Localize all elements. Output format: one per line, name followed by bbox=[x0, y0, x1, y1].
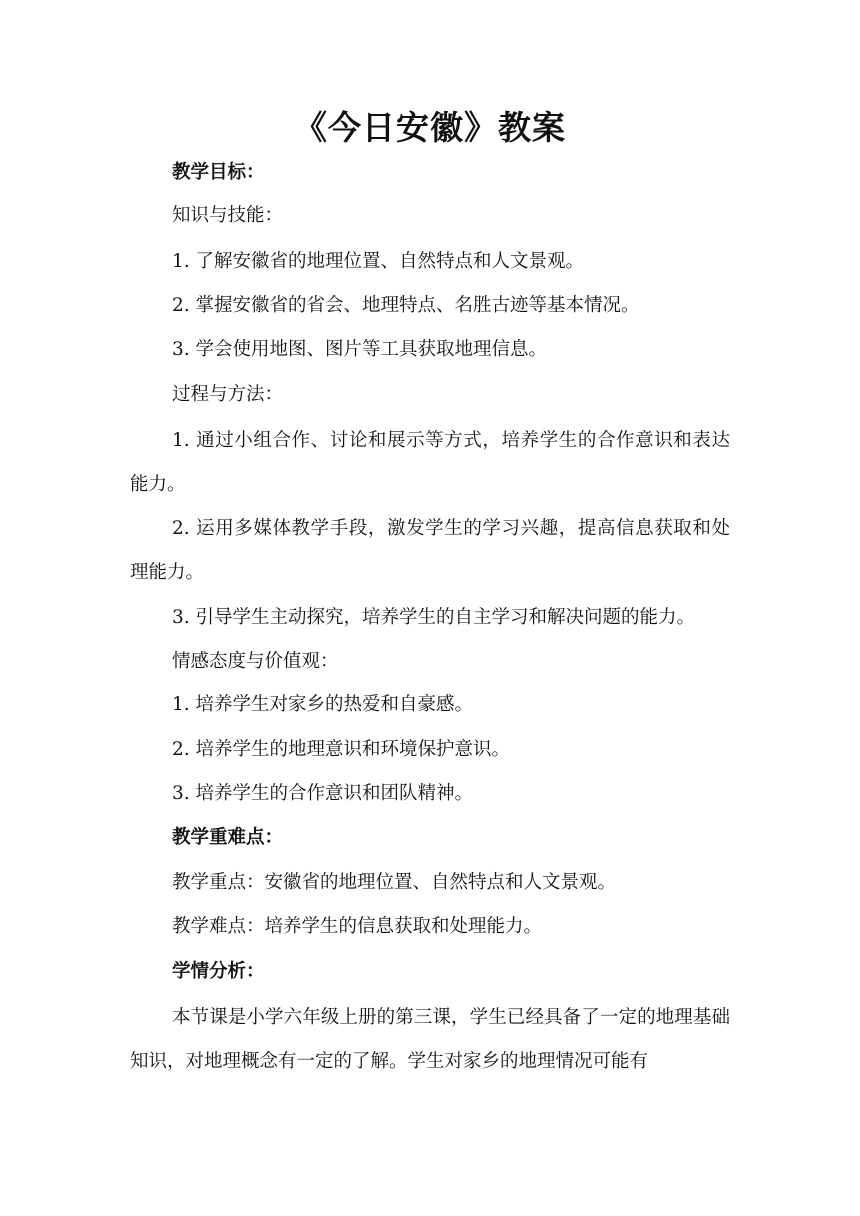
emotion-item: 2. 培养学生的地理意识和环境保护意识。 bbox=[172, 739, 511, 760]
process-heading: 过程与方法： bbox=[172, 384, 284, 405]
analysis-heading: 学情分析： bbox=[172, 961, 265, 982]
process-item: 1. 通过小组合作、讨论和展示等方式，培养学生的合作意识和表达能力。 bbox=[130, 430, 730, 495]
keypoint-focus: 教学重点：安徽省的地理位置、自然特点和人文景观。 bbox=[172, 872, 617, 893]
emotion-item: 3. 培养学生的合作意识和团队精神。 bbox=[172, 783, 474, 804]
document-title: 《今日安徽》教案 bbox=[294, 108, 566, 147]
analysis-text: 本节课是小学六年级上册的第三课，学生已经具备了一定的地理基础知识，对地理概念有一定的了解。学生对家乡的地理情况可能有 bbox=[130, 1007, 730, 1072]
objectives-heading: 教学目标： bbox=[172, 162, 265, 183]
emotion-heading: 情感态度与价值观： bbox=[172, 651, 339, 672]
process-item: 2. 运用多媒体教学手段，激发学生的学习兴趣，提高信息获取和处理能力。 bbox=[130, 518, 730, 583]
process-item: 3. 引导学生主动探究，培养学生的自主学习和解决问题的能力。 bbox=[172, 607, 696, 628]
knowledge-item: 1. 了解安徽省的地理位置、自然特点和人文景观。 bbox=[172, 251, 585, 272]
document-page bbox=[130, 0, 730, 1216]
knowledge-item: 3. 学会使用地图、图片等工具获取地理信息。 bbox=[172, 339, 548, 360]
knowledge-item: 2. 掌握安徽省的省会、地理特点、名胜古迹等基本情况。 bbox=[172, 295, 640, 316]
keypoints-heading: 教学重难点： bbox=[172, 827, 284, 848]
keypoint-difficulty: 教学难点：培养学生的信息获取和处理能力。 bbox=[172, 916, 543, 937]
emotion-item: 1. 培养学生对家乡的热爱和自豪感。 bbox=[172, 694, 474, 715]
knowledge-heading: 知识与技能： bbox=[172, 205, 284, 226]
